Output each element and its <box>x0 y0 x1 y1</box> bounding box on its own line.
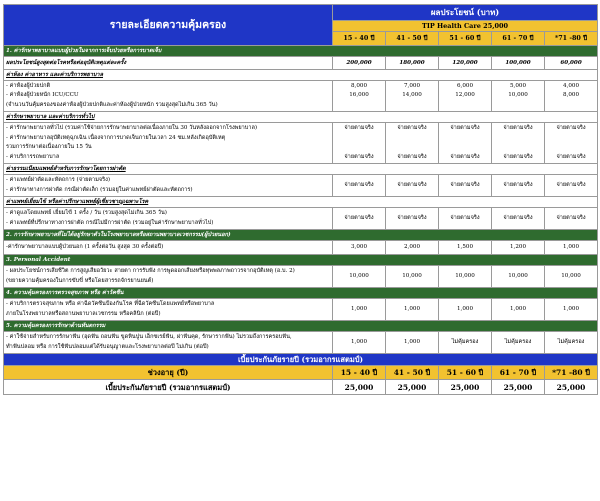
surgery-val-5: จ่ายตามจริง <box>545 175 598 197</box>
footer-age-1: 15 - 40 ปี <box>333 366 386 380</box>
plan-name: TIP Health Care 25,000 <box>333 21 598 32</box>
section-2-header <box>4 230 598 241</box>
checkup-line-2: ภายในโรงพยาบาลหรือสถานพยาบาลเวชกรรม หรือคลินิก (ต่อปี) <box>6 310 161 317</box>
checkup-line-1: - ค่าบริการตรวจสุขภาพ หรือ ค่าฉีดวัคซีนป้องกันโรค ที่ฉีดวัคซีนโดยแพทย์หรือพยาบาล <box>6 301 215 307</box>
max-benefit-3: 120,000 <box>439 57 492 70</box>
doctor-subheader <box>4 197 598 208</box>
age-col-4: 61 - 70 ปี <box>492 32 545 46</box>
general-line-4: - ค่าบริการรถพยาบาล <box>6 153 60 160</box>
room-title: ค่าห้อง ค่าอาหาร และค่าบริการพยาบาล <box>4 70 598 81</box>
room-row <box>4 81 598 112</box>
doctor-val-2: จ่ายตามจริง <box>386 208 439 230</box>
section-4-header <box>4 288 598 299</box>
checkup-val-4: 1,000 <box>492 299 545 321</box>
outpatient-val-3: 1,500 <box>439 241 492 255</box>
accident-val-2: 10,000 <box>386 266 439 288</box>
surgery-line-1: - ค่าแพทย์ผ่าตัดและหัตถการ (จ่ายตามจริง) <box>6 177 111 183</box>
doctor-line-1: - ค่าดูแลโดยแพทย์ เยี่ยมไข้ 1 ครั้ง / วัน (รวมสูงสุดไม่เกิน 365 วัน) <box>6 210 167 216</box>
dental-val-4: ไม่คุ้มครอง <box>492 332 545 354</box>
room-val-2: 7,000 14,000 <box>386 81 439 112</box>
surgery-line-2: - ค่ารักษาทางการผ่าตัด กรณีผ่าตัดเล็ก (รวมอยู่ในค่าแพทย์ผ่าตัดและหัตถการ) <box>6 186 193 193</box>
doctor-row <box>4 208 598 230</box>
premium-3: 25,000 <box>439 380 492 395</box>
accident-row <box>4 266 598 288</box>
accident-line-2: (ขยายความคุ้มครองในการขับขี่ หรือโดยสารรถจักรยานยนต์) <box>6 277 154 284</box>
coverage-sheet <box>3 4 597 395</box>
general-line-1: - ค่ารักษาพยาบาลทั่วไป (รวมค่าใช้จ่ายการรักษาพยาบาลต่อเนื่องภายใน 30 วันหลังออกจากโรงพยาบาล) <box>6 125 258 131</box>
dental-line-2: ทำฟันปลอม หรือ การใช้ฟันปลอมแต่ได้รับอนุญาตและโรงพยาบาลต่อปี ไม่เกิน (ต่อปี) <box>6 343 209 350</box>
premium-row <box>4 380 598 395</box>
section-3-title: 3. Personal Accident <box>4 255 598 266</box>
premium-1: 25,000 <box>333 380 386 395</box>
max-benefit-5: 60,000 <box>545 57 598 70</box>
doctor-line-2: - ค่าแพทย์ที่ปรึกษาทางการผ่าตัด กรณีไม่มีการผ่าตัด (รวมอยู่ในค่ารักษาพยาบาลทั่วไป) <box>6 219 214 226</box>
outpatient-val-1: 3,000 <box>333 241 386 255</box>
general-line-2: - ค่ารักษาพยาบาลอุบัติเหตุฉุกเฉิน เนื่องจากการบาดเจ็บภายในเวลา 24 ชม.หลังเกิดอุบัติเหตุ <box>6 134 226 141</box>
general-val-1: จ่ายตามจริง จ่ายตามจริง <box>333 123 386 164</box>
max-benefit-2: 180,000 <box>386 57 439 70</box>
accident-val-4: 10,000 <box>492 266 545 288</box>
dental-row <box>4 332 598 354</box>
checkup-val-1: 1,000 <box>333 299 386 321</box>
general-val-5: จ่ายตามจริง จ่ายตามจริง <box>545 123 598 164</box>
general-val-2: จ่ายตามจริง จ่ายตามจริง <box>386 123 439 164</box>
general-subheader <box>4 112 598 123</box>
accident-val-1: 10,000 <box>333 266 386 288</box>
age-col-1: 15 - 40 ปี <box>333 32 386 46</box>
premium-5: 25,000 <box>545 380 598 395</box>
doctor-desc <box>4 208 333 230</box>
surgery-subheader <box>4 164 598 175</box>
checkup-desc <box>4 299 333 321</box>
checkup-val-2: 1,000 <box>386 299 439 321</box>
checkup-row <box>4 299 598 321</box>
room-desc <box>4 81 333 112</box>
checkup-val-5: 1,000 <box>545 299 598 321</box>
surgery-val-2: จ่ายตามจริง <box>386 175 439 197</box>
benefit-label: ผลประโยชน์ (บาท) <box>333 5 598 21</box>
checkup-val-3: 1,000 <box>439 299 492 321</box>
outpatient-val-2: 2,000 <box>386 241 439 255</box>
max-benefit-1: 200,000 <box>333 57 386 70</box>
general-title: ค่ารักษาพยาบาล และค่าบริการทั่วไป <box>4 112 598 123</box>
accident-val-3: 10,000 <box>439 266 492 288</box>
surgery-row <box>4 175 598 197</box>
doctor-title: ค่าแพทย์เยี่ยมไข้ หรือค่าปรึกษาแพทย์ผู้เชี่ยวชาญเฉพาะโรค <box>4 197 598 208</box>
max-benefit-label: ผลประโยชน์สูงสุดต่อโรคหรือต่ออุบัติเหตุแต่ละครั้ง <box>4 57 333 70</box>
room-line-1: - ค่าห้องผู้ป่วยปกติ <box>6 82 51 89</box>
accident-line-1: - ผลประโยชน์การเสียชีวิต การสูญเสียอวัยวะ สายตา การรับฟัง การพูดออกเสียงหรือทุพพลภาพถาวรจากอุบัติเหตุ (อ.บ. 2) <box>6 268 295 274</box>
general-val-4: จ่ายตามจริง จ่ายตามจริง <box>492 123 545 164</box>
max-benefit-row <box>4 57 598 70</box>
section-1-title: 1. ค่ารักษาพยาบาลแบบผู้ป่วยในจากการเจ็บป่วยหรือการบาดเจ็บ <box>4 46 598 57</box>
footer-ages-row <box>4 366 598 380</box>
room-line-2: - ค่าห้องผู้ป่วยหนัก ICU/CCU <box>6 92 79 99</box>
dental-val-3: ไม่คุ้มครอง <box>439 332 492 354</box>
dental-val-5: ไม่คุ้มครอง <box>545 332 598 354</box>
table-title: รายละเอียดความคุ้มครอง <box>4 5 333 46</box>
general-line-3: รวมการรักษาต่อเนื่องภายใน 15 วัน <box>6 144 92 150</box>
premium-title-row <box>4 354 598 366</box>
premium-2: 25,000 <box>386 380 439 395</box>
outpatient-row <box>4 241 598 255</box>
age-col-2: 41 - 50 ปี <box>386 32 439 46</box>
section-1-header <box>4 46 598 57</box>
doctor-val-5: จ่ายตามจริง <box>545 208 598 230</box>
room-val-5: 4,000 8,000 <box>545 81 598 112</box>
general-row <box>4 123 598 164</box>
footer-age-5: *71 -80 ปี <box>545 366 598 380</box>
accident-val-5: 10,000 <box>545 266 598 288</box>
age-col-5: *71 -80 ปี <box>545 32 598 46</box>
section-5-header <box>4 321 598 332</box>
room-subheader <box>4 70 598 81</box>
general-desc <box>4 123 333 164</box>
footer-age-3: 51 - 60 ปี <box>439 366 492 380</box>
section-5-title: 5. ความคุ้มครองการรักษาด้านทันตกรรม <box>4 321 598 332</box>
max-benefit-4: 100,000 <box>492 57 545 70</box>
dental-desc <box>4 332 333 354</box>
header-row-1 <box>4 5 598 21</box>
general-val-3: จ่ายตามจริง จ่ายตามจริง <box>439 123 492 164</box>
room-line-3: (จำนวนวันคุ้มครองของค่าห้องผู้ป่วยปกติและค่าห้องผู้ป่วยหนัก รวมสูงสุดไม่เกิน 365 วัน) <box>6 101 218 108</box>
outpatient-val-5: 1,000 <box>545 241 598 255</box>
surgery-val-4: จ่ายตามจริง <box>492 175 545 197</box>
surgery-title: ค่าธรรมเนียมแพทย์สำหรับการรักษาโดยการผ่าตัด <box>4 164 598 175</box>
doctor-val-1: จ่ายตามจริง <box>333 208 386 230</box>
dental-val-2: 1,000 <box>386 332 439 354</box>
room-val-1: 8,000 16,000 <box>333 81 386 112</box>
section-2-title: 2. การรักษาพยาบาลที่ไม่ได้อยู่รักษาตัวในโรงพยาบาลหรือสถานพยาบาลเวชกรรม(ผู้ป่วยนอก) <box>4 230 598 241</box>
outpatient-val-4: 1,200 <box>492 241 545 255</box>
dental-line-1: - ค่าใช้จ่ายสำหรับการรักษาฟัน (อุดฟัน ถอนฟัน ขูดหินปูน เอ็กซเรย์ฟัน, ผ่าฟันคุด, รักษารากฟัน) ไม่รวมถึงการครอบฟัน, <box>6 334 292 340</box>
footer-age-2: 41 - 50 ปี <box>386 366 439 380</box>
section-4-title: 4. ความคุ้มครองการตรวจสุขภาพ หรือ ค่าวัคซีน <box>4 288 598 299</box>
footer-age-label: ช่วงอายุ (ปี) <box>4 366 333 380</box>
accident-desc <box>4 266 333 288</box>
surgery-val-1: จ่ายตามจริง <box>333 175 386 197</box>
room-val-4: 5,000 10,000 <box>492 81 545 112</box>
outpatient-desc: -ค่ารักษาพยาบาลแบบผู้ป่วยนอก (1 ครั้งต่อวัน สูงสุด 30 ครั้งต่อปี) <box>4 241 333 255</box>
footer-age-4: 61 - 70 ปี <box>492 366 545 380</box>
coverage-table <box>3 4 598 395</box>
doctor-val-3: จ่ายตามจริง <box>439 208 492 230</box>
premium-title: เบี้ยประกันภัยรายปี (รวมอากรแสตมป์) <box>4 354 598 366</box>
room-val-3: 6,000 12,000 <box>439 81 492 112</box>
premium-4: 25,000 <box>492 380 545 395</box>
premium-label: เบี้ยประกันภัยรายปี (รวมอากรแสตมป์) <box>4 380 333 395</box>
section-3-header <box>4 255 598 266</box>
dental-val-1: 1,000 <box>333 332 386 354</box>
surgery-val-3: จ่ายตามจริง <box>439 175 492 197</box>
surgery-desc <box>4 175 333 197</box>
age-col-3: 51 - 60 ปี <box>439 32 492 46</box>
doctor-val-4: จ่ายตามจริง <box>492 208 545 230</box>
